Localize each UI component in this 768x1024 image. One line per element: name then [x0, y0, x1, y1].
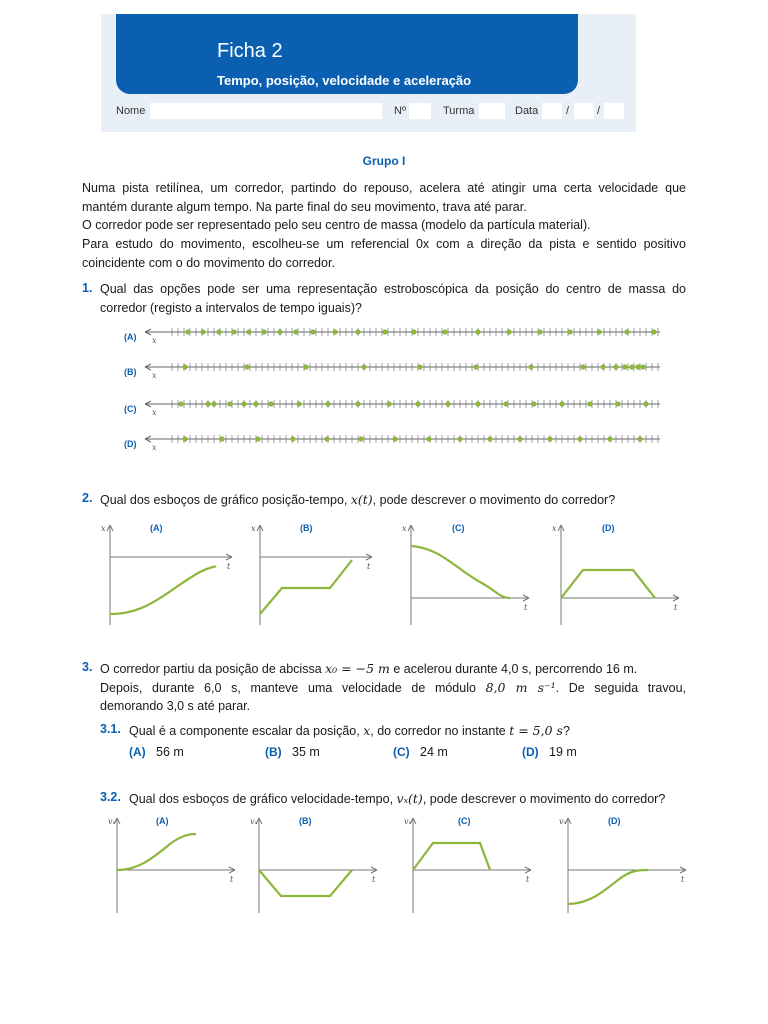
- worksheet-subtitle: Tempo, posição, velocidade e aceleração: [217, 73, 472, 88]
- position-dot: [613, 364, 618, 369]
- graph-label: (B): [299, 816, 312, 826]
- q32-number: 3.2.: [100, 790, 121, 804]
- q3-line-2: Depois, durante 6,0 s, manteve uma velocidade de módulo 8,0 m s⁻¹. De seguida travou,: [100, 680, 687, 695]
- class-field[interactable]: [479, 103, 505, 119]
- position-dot: [615, 401, 620, 406]
- date-month-field[interactable]: [574, 103, 594, 119]
- position-dot: [244, 364, 249, 369]
- position-dot: [587, 401, 592, 406]
- option-label: (A): [124, 332, 137, 342]
- date-slash: /: [597, 105, 601, 117]
- graph-curve: [561, 570, 655, 598]
- name-label: Nome: [116, 105, 146, 117]
- graph-curve: [413, 843, 490, 870]
- position-dot: [296, 401, 301, 406]
- position-dot: [261, 329, 266, 334]
- position-dot: [310, 329, 315, 334]
- position-dot: [643, 401, 648, 406]
- y-axis-label: x: [101, 524, 106, 533]
- position-dot: [473, 364, 478, 369]
- graph-label: (D): [602, 523, 615, 533]
- y-axis-label: vₓ: [404, 817, 412, 826]
- q31-option-c-value: 24 m: [420, 745, 448, 759]
- position-dot: [457, 436, 462, 441]
- q1-text: Qual das opções pode ser uma representação estroboscópica da posição do centro de massa do corredor (registo a intervalos de tempo iguais)?: [100, 282, 686, 315]
- position-dot: [185, 329, 190, 334]
- position-dot: [231, 329, 236, 334]
- position-dot: [411, 329, 416, 334]
- position-dot: [651, 329, 656, 334]
- q31-option-c-label[interactable]: (C): [393, 745, 410, 759]
- graph-label: (C): [458, 816, 471, 826]
- position-dot: [355, 401, 360, 406]
- q1-number: 1.: [82, 281, 93, 295]
- y-axis-label: vₓ: [250, 817, 258, 826]
- position-dot: [528, 364, 533, 369]
- position-dot: [324, 436, 329, 441]
- axis-label: x: [152, 371, 157, 380]
- position-dot: [253, 401, 258, 406]
- position-dot: [487, 436, 492, 441]
- position-dot: [382, 329, 387, 334]
- y-axis-label: vₓ: [108, 817, 116, 826]
- graph-label: (D): [608, 816, 621, 826]
- y-axis-label: x: [552, 524, 557, 533]
- number-field[interactable]: [409, 103, 431, 119]
- intro-paragraph-2: O corredor pode ser representado pelo seu centro de massa (modelo da partícula material).: [82, 218, 591, 232]
- graph-label: (A): [150, 523, 163, 533]
- position-dot: [303, 364, 308, 369]
- position-dot: [241, 401, 246, 406]
- worksheet-title: Ficha 2: [217, 40, 283, 62]
- position-dot: [182, 436, 187, 441]
- group-heading: Grupo I: [362, 154, 406, 168]
- q32-text: Qual dos esboços de gráfico velocidade-tempo, vₓ(t), pode descrever o movimento do corredor?: [129, 791, 666, 806]
- position-dot: [392, 436, 397, 441]
- graph-curve: [110, 567, 215, 614]
- option-label: (C): [124, 404, 137, 414]
- position-dot: [205, 401, 210, 406]
- x-axis-label: t: [674, 603, 678, 612]
- position-dot: [182, 364, 187, 369]
- q31-option-d-label[interactable]: (D): [522, 745, 539, 759]
- q3-number: 3.: [82, 660, 93, 674]
- stroboscopic-options: [0, 320, 768, 460]
- q2-text: Qual dos esboços de gráfico posição-tempo, x(t), pode descrever o movimento do corredor?: [100, 492, 616, 507]
- graph-label: (B): [300, 523, 313, 533]
- position-dot: [596, 329, 601, 334]
- position-dot: [361, 364, 366, 369]
- option-label: (B): [124, 367, 137, 377]
- graph-curve: [411, 546, 510, 598]
- class-label: Turma: [443, 105, 475, 117]
- position-dot: [503, 401, 508, 406]
- axis-label: x: [152, 336, 157, 345]
- position-dot: [475, 401, 480, 406]
- position-dot: [445, 401, 450, 406]
- position-dot: [417, 364, 422, 369]
- position-dot: [277, 329, 282, 334]
- position-dot: [415, 401, 420, 406]
- position-dot: [246, 329, 251, 334]
- position-dot: [475, 329, 480, 334]
- position-dot: [580, 364, 585, 369]
- position-dot: [531, 401, 536, 406]
- x-axis-label: t: [524, 603, 528, 612]
- q31-option-a-value: 56 m: [156, 745, 184, 759]
- q3-line-3: demorando 3,0 s até parar.: [100, 699, 251, 713]
- name-field[interactable]: [150, 103, 382, 119]
- position-dot: [506, 329, 511, 334]
- date-day-field[interactable]: [542, 103, 562, 119]
- position-dot: [637, 436, 642, 441]
- axis-label: x: [152, 408, 157, 417]
- velocity-time-graphs: [0, 808, 768, 918]
- q31-text: Qual é a componente escalar da posição, x, do corredor no instante t = 5,0 s?: [129, 723, 570, 738]
- x-axis-label: t: [372, 875, 376, 884]
- graph-curve: [259, 870, 352, 896]
- x-axis-label: t: [227, 562, 231, 571]
- position-dot: [268, 401, 273, 406]
- position-dot: [358, 436, 363, 441]
- position-dot: [355, 329, 360, 334]
- position-dot: [442, 329, 447, 334]
- q31-option-b-value: 35 m: [292, 745, 320, 759]
- intro-paragraph-1: Numa pista retilínea, um corredor, partindo do repouso, acelera até atingir uma certa velocidade que mantém durante algum tempo. Na parte final do seu movimento, trava até parar.: [82, 181, 686, 214]
- y-axis-label: vₓ: [559, 817, 567, 826]
- position-dot: [517, 436, 522, 441]
- position-dot: [537, 329, 542, 334]
- position-dot: [200, 329, 205, 334]
- position-dot: [426, 436, 431, 441]
- q3-line-1: O corredor partiu da posição de abcissa x₀ = −5 m e acelerou durante 4,0 s, percorrendo 16 m.: [100, 661, 638, 676]
- position-dot: [607, 436, 612, 441]
- position-dot: [640, 364, 645, 369]
- graph-label: (C): [452, 523, 465, 533]
- position-dot: [577, 436, 582, 441]
- graph-curve: [117, 834, 196, 870]
- position-dot: [332, 329, 337, 334]
- x-axis-label: t: [681, 875, 685, 884]
- position-dot: [227, 401, 232, 406]
- position-time-graphs: [0, 510, 768, 630]
- q31-option-d-value: 19 m: [549, 745, 577, 759]
- graph-label: (A): [156, 816, 169, 826]
- y-axis-label: x: [251, 524, 256, 533]
- x-axis-label: t: [526, 875, 530, 884]
- intro-paragraph-3: Para estudo do movimento, escolheu-se um referencial 0x com a direção da pista e sentido positivo coincidente com o do movimento do corredor.: [82, 237, 686, 270]
- position-dot: [293, 329, 298, 334]
- position-dot: [178, 401, 183, 406]
- position-dot: [325, 401, 330, 406]
- position-dot: [211, 401, 216, 406]
- number-label: Nº: [394, 105, 406, 117]
- graph-curve: [568, 870, 648, 904]
- position-dot: [219, 436, 224, 441]
- option-label: (D): [124, 439, 137, 449]
- position-dot: [600, 364, 605, 369]
- position-dot: [216, 329, 221, 334]
- q31-option-a-label[interactable]: (A): [129, 745, 146, 759]
- position-dot: [567, 329, 572, 334]
- position-dot: [559, 401, 564, 406]
- y-axis-label: x: [402, 524, 407, 533]
- position-dot: [255, 436, 260, 441]
- date-label: Data: [515, 105, 539, 117]
- graph-curve: [260, 560, 352, 614]
- q31-number: 3.1.: [100, 722, 121, 736]
- position-dot: [622, 364, 627, 369]
- position-dot: [290, 436, 295, 441]
- date-year-field[interactable]: [604, 103, 624, 119]
- q2-number: 2.: [82, 491, 93, 505]
- axis-label: x: [152, 443, 157, 452]
- q31-option-b-label[interactable]: (B): [265, 745, 282, 759]
- x-axis-label: t: [230, 875, 234, 884]
- date-slash: /: [566, 105, 570, 117]
- position-dot: [624, 329, 629, 334]
- x-axis-label: t: [367, 562, 371, 571]
- position-dot: [547, 436, 552, 441]
- position-dot: [386, 401, 391, 406]
- position-dot: [635, 364, 640, 369]
- position-dot: [629, 364, 634, 369]
